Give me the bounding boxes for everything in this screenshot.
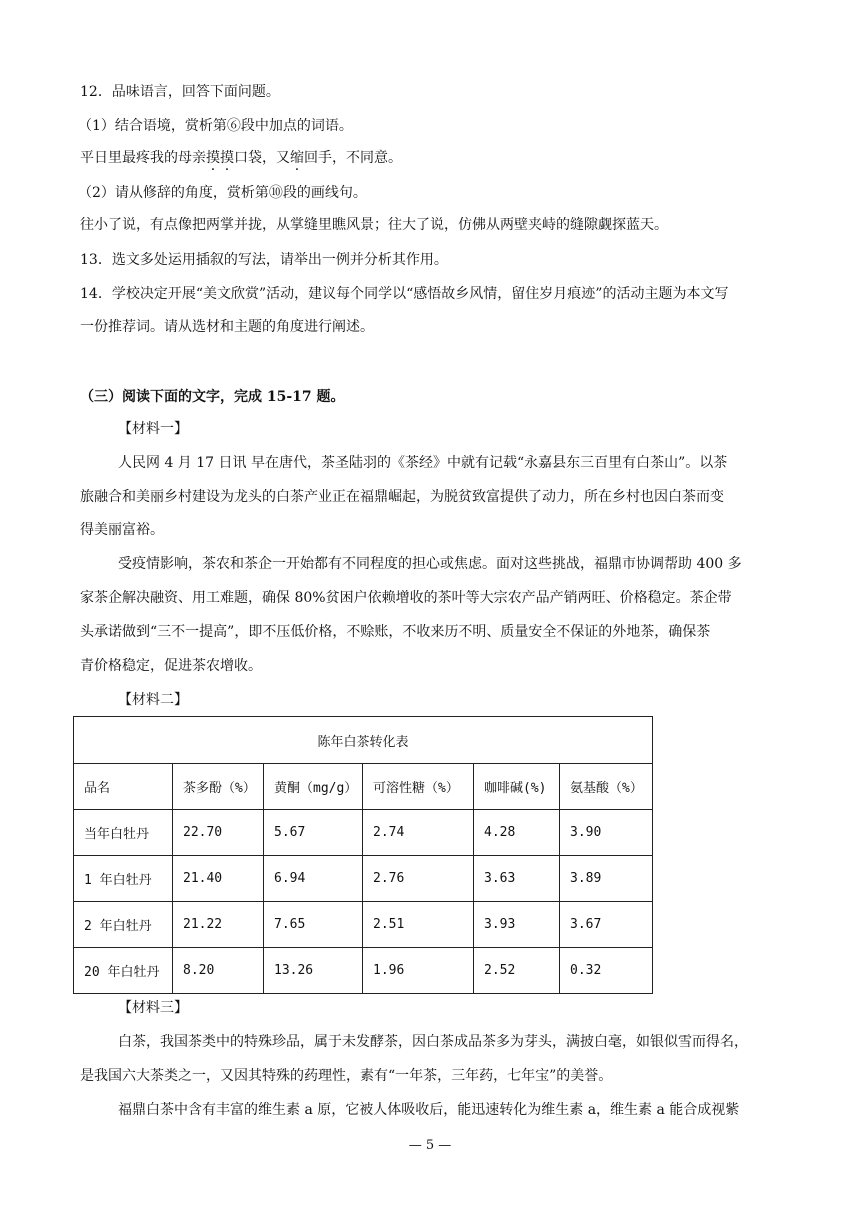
table-header-cell: 品名: [74, 764, 173, 810]
table-cell: 20 年白牡丹: [74, 948, 173, 994]
table-cell: 3.90: [560, 810, 653, 856]
question-12-sentence1: [80, 148, 860, 168]
material-3-p1-line2: 是我国六大茶类之一，又因其特殊的药理性，素有“一年茶，三年药，七年宝”的美誉。: [80, 1068, 613, 1084]
sentence1-part-a: 平日里最疼我的母亲: [80, 150, 206, 166]
table-cell: 13.26: [264, 948, 363, 994]
table-caption-row: [74, 717, 653, 764]
table-cell: 4.28: [474, 810, 560, 856]
table-cell: 1 年白牡丹: [74, 856, 173, 902]
dotted-word-suo: 缩: [290, 150, 304, 166]
section-3-heading: （三）阅读下面的文字，完成 15-17 题。: [80, 389, 345, 405]
table-cell: 2.51: [363, 902, 474, 948]
material-2-label: 【材料二】: [118, 692, 188, 708]
table-cell: 3.89: [560, 856, 653, 902]
sentence1-part-c: 口袋，又: [234, 150, 290, 166]
table-header-cell: 黄酮（mg/g）: [264, 764, 363, 810]
material-1-p1-line3: 得美丽富裕。: [80, 522, 164, 538]
table-cell: 3.63: [474, 856, 560, 902]
question-13: 13．选文多处运用插叙的写法，请举出一例并分析其作用。: [80, 252, 448, 268]
question-14-line2: 一份推荐词。请从选材和主题的角度进行阐述。: [80, 319, 374, 335]
table-cell: 3.67: [560, 902, 653, 948]
material-3-p2-line1: 福鼎白茶中含有丰富的维生素 a 原，它被人体吸收后，能迅速转化为维生素 a，维生素 a 能合成视紫: [118, 1102, 740, 1118]
question-12-sub1: （1）结合语境，赏析第⑥段中加点的词语。: [78, 118, 353, 134]
material-1-p1-line2: 旅融合和美丽乡村建设为龙头的白茶产业正在福鼎崛起，为脱贫致富提供了动力，所在乡村也因白茶而变: [80, 489, 724, 505]
table-cell: 2.76: [363, 856, 474, 902]
table-cell: 2 年白牡丹: [74, 902, 173, 948]
page-number: — 5 —: [408, 1138, 452, 1153]
material-1-p2-line1: 受疫情影响，茶农和茶企一开始都有不同程度的担心或焦虑。面对这些挑战，福鼎市协调帮助 400 多: [118, 556, 742, 572]
material-1-label: 【材料一】: [118, 421, 188, 437]
table-header-cell: 咖啡碱(%): [474, 764, 560, 810]
question-12-title: 12．品味语言，回答下面问题。: [80, 84, 280, 100]
table-cell: 当年白牡丹: [74, 810, 173, 856]
material-1-p2-line3: 头承诺做到“三不一提高”，即不压低价格，不赊账，不收来历不明、质量安全不保证的外地茶，确保茶: [80, 624, 711, 640]
table-header-row: [74, 764, 653, 810]
table-cell: 5.67: [264, 810, 363, 856]
table-cell: 6.94: [264, 856, 363, 902]
table-caption: 陈年白茶转化表: [74, 717, 653, 764]
table-row: [74, 810, 653, 856]
table-cell: 7.65: [264, 902, 363, 948]
sentence1-part-e: 回手，不同意。: [304, 150, 402, 166]
material-1-p2-line2: 家茶企解决融资、用工难题，确保 80%贫困户依赖增收的茶叶等大宗农产品产销两旺、价格稳定。茶企带: [80, 590, 732, 606]
table-cell: 2.52: [474, 948, 560, 994]
table-cell: 0.32: [560, 948, 653, 994]
material-3-p1-line1: 白茶，我国茶类中的特殊珍品，属于未发酵茶，因白茶成品茶多为芽头，满披白毫，如银似雪而得名，: [118, 1034, 748, 1050]
material-1-p2-line4: 青价格稳定，促进茶农增收。: [80, 658, 262, 674]
table-row: [74, 902, 653, 948]
table-row: [74, 856, 653, 902]
table-cell: 21.22: [173, 902, 264, 948]
table-row: [74, 948, 653, 994]
table-header-cell: 氨基酸（%）: [560, 764, 653, 810]
material-3-label: 【材料三】: [118, 1000, 188, 1016]
question-12-sub2: （2）请从修辞的角度，赏析第⑩段的画线句。: [78, 185, 367, 201]
white-tea-table: [73, 716, 653, 994]
question-12-sentence2: 往小了说，有点像把两掌并拢，从掌缝里瞧风景；往大了说，仿佛从两壁夹峙的缝隙觑探蓝天。: [80, 217, 668, 233]
table-cell: 1.96: [363, 948, 474, 994]
table-header-cell: 茶多酚（%）: [173, 764, 264, 810]
material-1-p1-line1: 人民网 4 月 17 日讯 早在唐代，茶圣陆羽的《茶经》中就有记载“永嘉县东三百里有白茶山”。以茶: [118, 455, 728, 471]
dotted-word-momo: 摸摸: [206, 150, 234, 166]
table-cell: 22.70: [173, 810, 264, 856]
table-cell: 2.74: [363, 810, 474, 856]
table-cell: 8.20: [173, 948, 264, 994]
question-14-line1: 14．学校决定开展“美文欣赏”活动，建议每个同学以“感悟故乡风情，留住岁月痕迹”的活动主题为本文写: [80, 286, 729, 302]
table-header-cell: 可溶性糖（%）: [363, 764, 474, 810]
table-cell: 3.93: [474, 902, 560, 948]
table-cell: 21.40: [173, 856, 264, 902]
